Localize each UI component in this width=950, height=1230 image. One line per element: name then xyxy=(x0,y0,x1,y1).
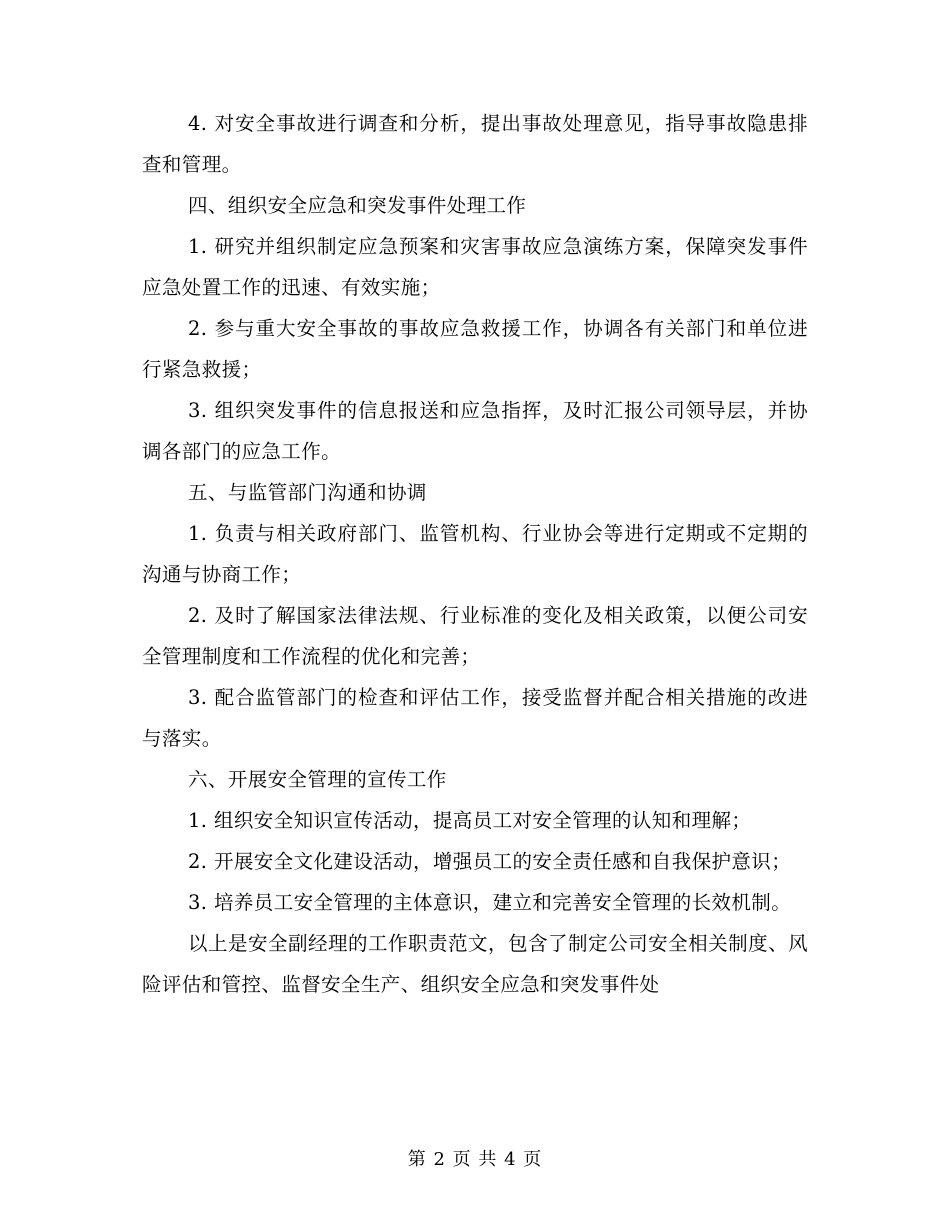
document-body xyxy=(142,103,808,1005)
paragraph-item-3: 3. 培养员工安全管理的主体意识，建立和完善安全管理的长效机制。 xyxy=(188,891,792,914)
section-heading-6: 六、开展安全管理的宣传工作 xyxy=(188,768,447,791)
paragraph-item-2: 2. 开展安全文化建设活动，增强员工的安全责任感和自我保护意识； xyxy=(188,850,792,873)
page-number-footer: 第 2 页 共 4 页 xyxy=(407,1149,543,1170)
section-heading-4: 四、组织安全应急和突发事件处理工作 xyxy=(188,194,527,217)
paragraph-item-3: 3. 配合监管部门的检查和评估工作，接受监督并配合相关措施的改进与落实。 xyxy=(142,686,808,750)
paragraph-item-2: 2. 及时了解国家法律法规、行业标准的变化及相关政策，以便公司安全管理制度和工作流程的优化和完善； xyxy=(142,604,808,668)
paragraph-item-2: 2. 参与重大安全事故的事故应急救援工作，协调各有关部门和单位进行紧急救援； xyxy=(142,317,808,381)
paragraph-item-4: 4. 对安全事故进行调查和分析，提出事故处理意见，指导事故隐患排查和管理。 xyxy=(142,112,808,176)
paragraph-item-1: 1. 负责与相关政府部门、监管机构、行业协会等进行定期或不定期的沟通与协商工作； xyxy=(142,522,808,586)
paragraph-item-1: 1. 组织安全知识宣传活动，提高员工对安全管理的认知和理解； xyxy=(188,809,752,832)
paragraph-item-1: 1. 研究并组织制定应急预案和灾害事故应急演练方案，保障突发事件应急处置工作的迅速、有效实施； xyxy=(142,235,808,299)
summary-paragraph: 以上是安全副经理的工作职责范文，包含了制定公司安全相关制度、风险评估和管控、监督安全生产、组织安全应急和突发事件处 xyxy=(142,932,808,996)
paragraph-item-3: 3. 组织突发事件的信息报送和应急指挥，及时汇报公司领导层，并协调各部门的应急工作。 xyxy=(142,399,808,463)
section-heading-5: 五、与监管部门沟通和协调 xyxy=(188,481,427,504)
